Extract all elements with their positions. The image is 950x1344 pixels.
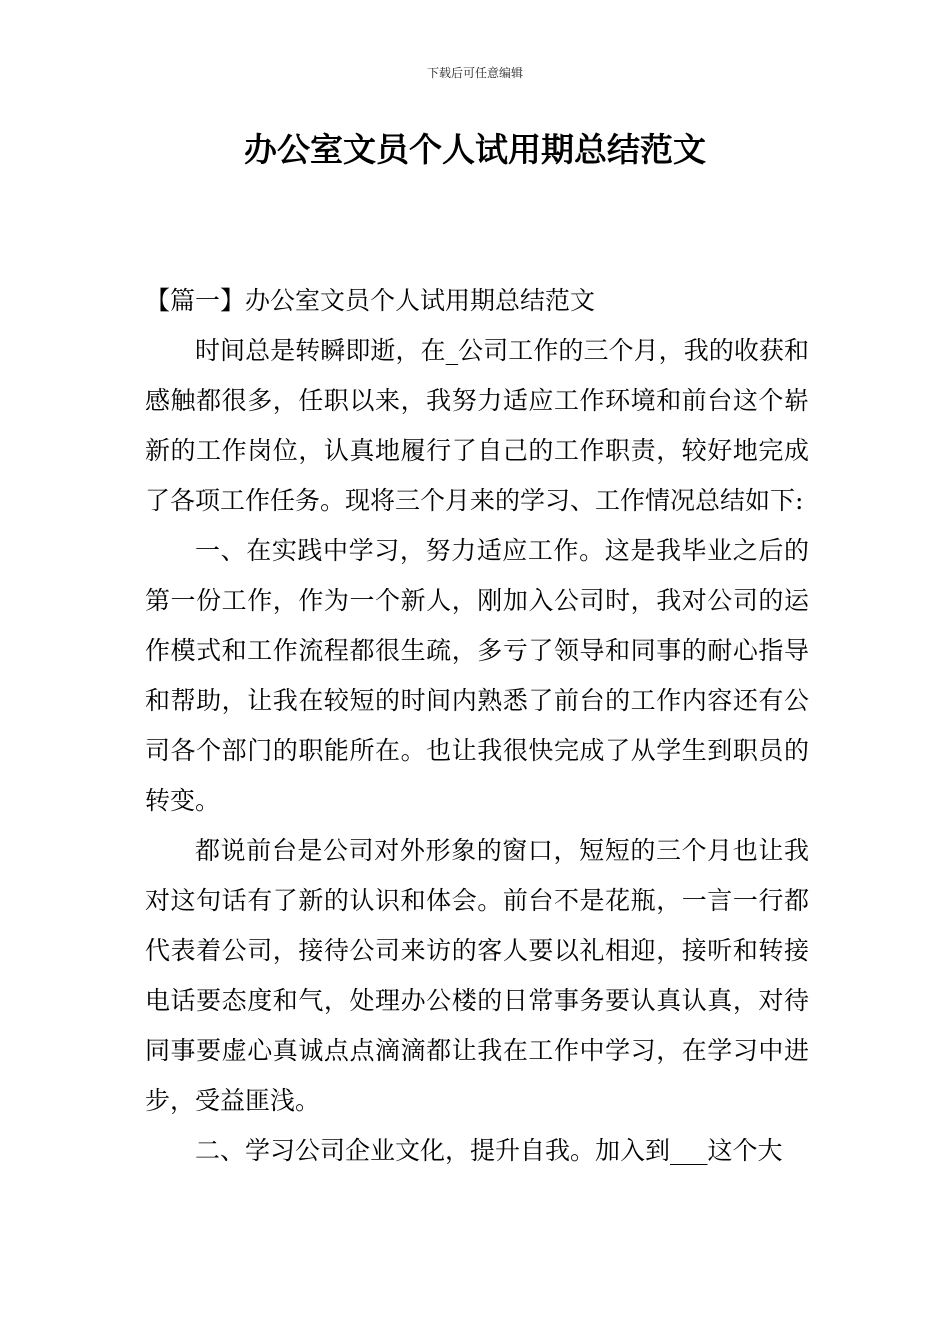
document-title: 办公室文员个人试用期总结范文 xyxy=(244,130,706,169)
paragraph-point-one: 一、在实践中学习，努力适应工作。这是我毕业之后的第一份工作，作为一个新人，刚加入公司时，我对公司的运作模式和工作流程都很生疏，多亏了领导和同事的耐心指导和帮助，让我在较短的时间内熟悉了前台的工作内容还有公司各个部门的职能所在。也让我很快完成了从学生到职员的转变。 xyxy=(145,536,809,815)
page-header-note: 下载后可任意编辑 xyxy=(426,66,523,80)
paragraph-front-desk: 都说前台是公司对外形象的窗口，短短的三个月也让我对这句话有了新的认识和体会。前台不是花瓶，一言一行都代表着公司，接待公司来访的客人要以礼相迎，接听和转接电话要态度和气，处理办公楼的日常事务要认真认真，对待同事要虚心真诚点点滴滴都让我在工作中学习，在学习中进步，受益匪浅。 xyxy=(145,836,809,1115)
document-body xyxy=(145,276,809,1176)
paragraph-point-two: 二、学习公司企业文化，提升自我。加入到___这个大 xyxy=(195,1136,783,1165)
section-heading: 【篇一】办公室文员个人试用期总结范文 xyxy=(145,286,596,315)
paragraph-intro: 时间总是转瞬即逝，在_公司工作的三个月，我的收获和感触都很多，任职以来，我努力适应工作环境和前台这个崭新的工作岗位，认真地履行了自己的工作职责，较好地完成了各项工作任务。现将三个月来的学习、工作情况总结如下: xyxy=(145,336,809,515)
